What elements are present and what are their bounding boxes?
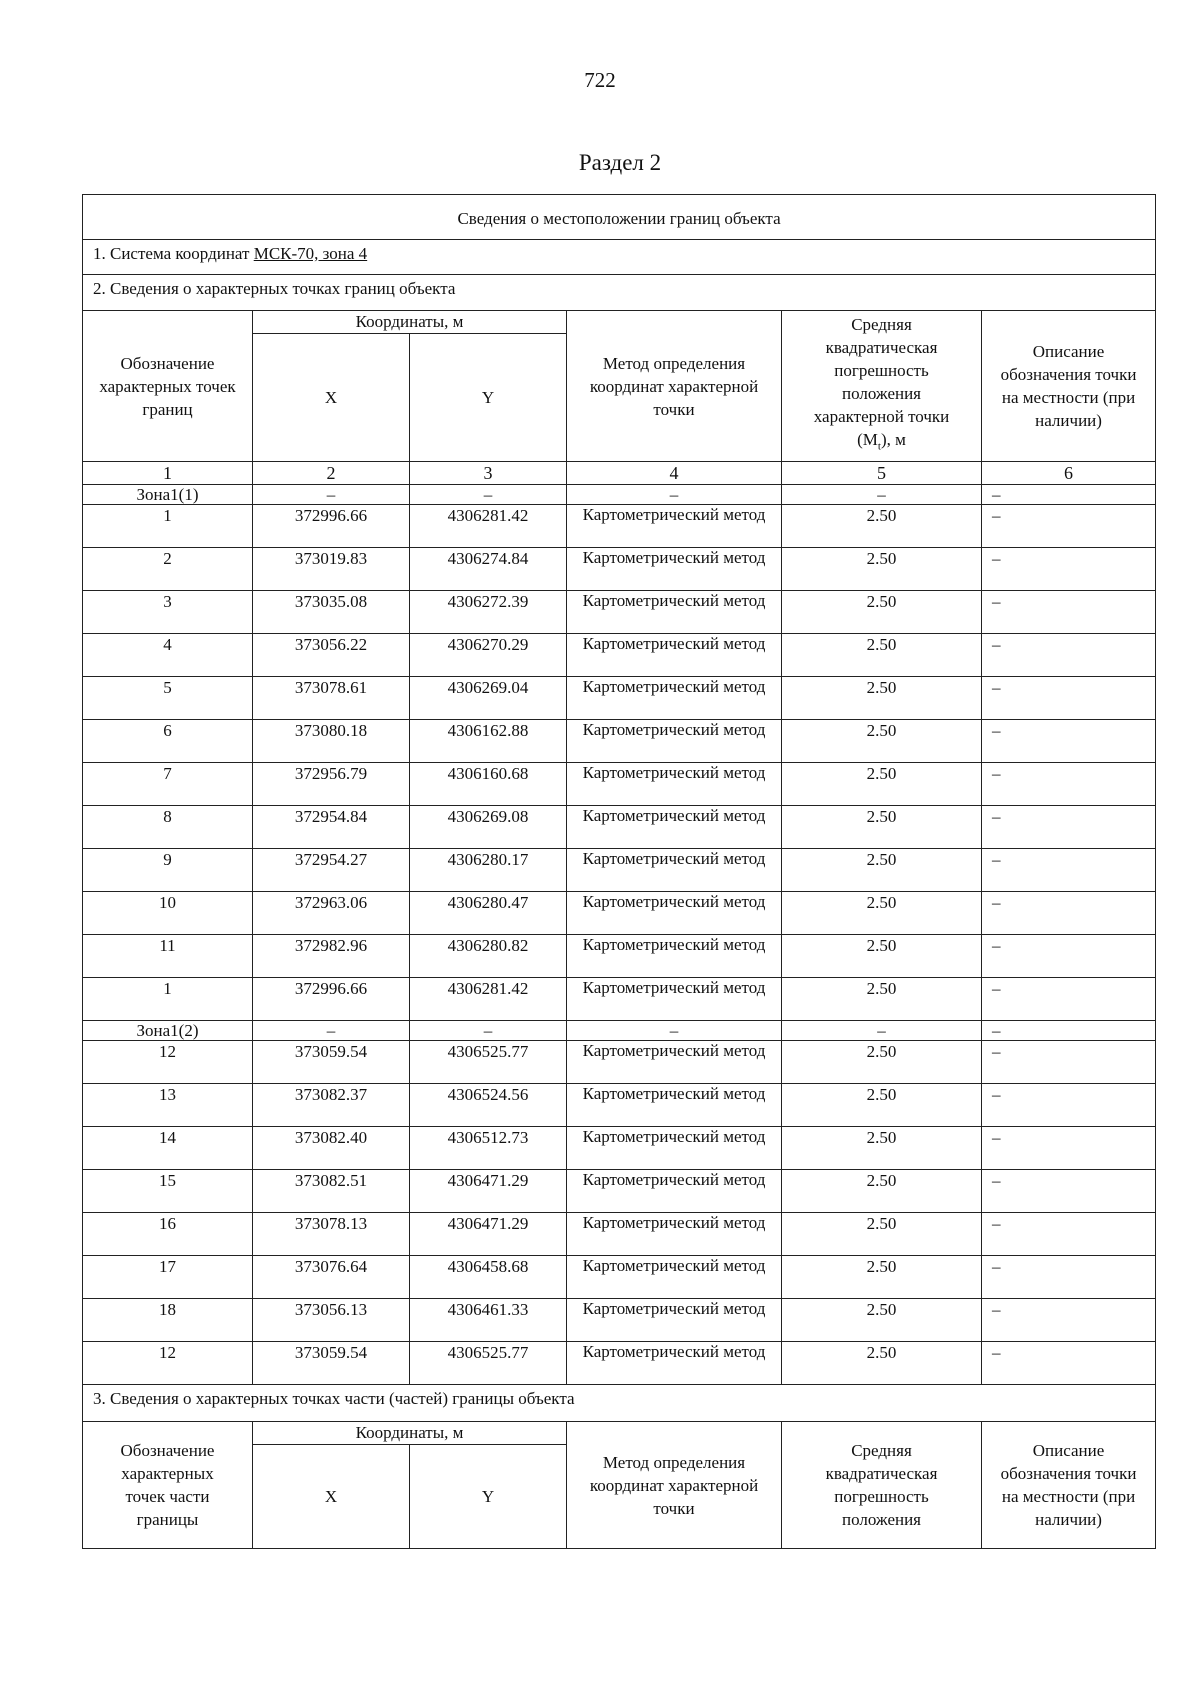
part3-title: 3. Сведения о характерных точках части (частей) границы объекта: [83, 1385, 1156, 1422]
error-value: 2.50: [782, 935, 982, 978]
table-row: [83, 1342, 1156, 1385]
coord-y: 4306281.42: [410, 505, 567, 548]
header3-point-designation: Обозначение характерных точек части границы: [83, 1422, 253, 1549]
point-number: 8: [83, 806, 253, 849]
point-number: 7: [83, 763, 253, 806]
point-description: –: [982, 1170, 1156, 1213]
point-description: –: [982, 1213, 1156, 1256]
point-description: –: [982, 1041, 1156, 1084]
method: Картометрический метод: [567, 677, 782, 720]
header3-method: Метод определения координат характерной точки: [567, 1422, 782, 1549]
table-row: [83, 677, 1156, 720]
coord-system-prefix: 1. Система координат: [93, 244, 254, 263]
table-row: [83, 505, 1156, 548]
point-description: –: [982, 763, 1156, 806]
header-y: Y: [410, 334, 567, 462]
table-row: [83, 849, 1156, 892]
coord-y: 4306524.56: [410, 1084, 567, 1127]
part2-title: 2. Сведения о характерных точках границ объекта: [83, 275, 1156, 311]
method: Картометрический метод: [567, 935, 782, 978]
point-number: 15: [83, 1170, 253, 1213]
table-row: [83, 1041, 1156, 1084]
col-number: 5: [782, 462, 982, 485]
coord-x: 372954.27: [253, 849, 410, 892]
error-value: 2.50: [782, 505, 982, 548]
point-number: 12: [83, 1041, 253, 1084]
error-value: 2.50: [782, 1127, 982, 1170]
error-value: 2.50: [782, 806, 982, 849]
coord-y: 4306525.77: [410, 1041, 567, 1084]
method: Картометрический метод: [567, 849, 782, 892]
point-number: 4: [83, 634, 253, 677]
table-row: [83, 1299, 1156, 1342]
zones-body: [83, 485, 1156, 1385]
coord-x: 373059.54: [253, 1041, 410, 1084]
coord-x: 372996.66: [253, 505, 410, 548]
table-title: Сведения о местоположении границ объекта: [83, 195, 1156, 240]
coord-y: 4306280.82: [410, 935, 567, 978]
boundary-table: [82, 194, 1156, 1549]
point-number: 16: [83, 1213, 253, 1256]
coord-x: 372954.84: [253, 806, 410, 849]
error-value: 2.50: [782, 634, 982, 677]
point-description: –: [982, 892, 1156, 935]
table-row: [83, 591, 1156, 634]
point-number: 10: [83, 892, 253, 935]
error-value: 2.50: [782, 978, 982, 1021]
coord-x: 373078.61: [253, 677, 410, 720]
point-description: –: [982, 1084, 1156, 1127]
point-number: 3: [83, 591, 253, 634]
error-value: 2.50: [782, 1084, 982, 1127]
table-row: [83, 892, 1156, 935]
col-number: 4: [567, 462, 782, 485]
error-value: 2.50: [782, 1256, 982, 1299]
method: Картометрический метод: [567, 1342, 782, 1385]
coord-y: 4306281.42: [410, 978, 567, 1021]
coord-y: 4306525.77: [410, 1342, 567, 1385]
point-number: 12: [83, 1342, 253, 1385]
table-row: [83, 1084, 1156, 1127]
header-method: Метод определения координат характерной точки: [567, 311, 782, 462]
table-row: [83, 763, 1156, 806]
coord-y: 4306162.88: [410, 720, 567, 763]
point-description: –: [982, 849, 1156, 892]
coord-y: 4306461.33: [410, 1299, 567, 1342]
coord-y: 4306458.68: [410, 1256, 567, 1299]
point-description: –: [982, 935, 1156, 978]
point-description: –: [982, 806, 1156, 849]
method: Картометрический метод: [567, 634, 782, 677]
coord-y: 4306512.73: [410, 1127, 567, 1170]
method: Картометрический метод: [567, 978, 782, 1021]
zone-dash: –: [982, 485, 1156, 505]
zone-dash: –: [782, 485, 982, 505]
header3-description: Описание обозначения точки на местности (при наличии): [982, 1422, 1156, 1549]
coord-x: 373056.22: [253, 634, 410, 677]
point-number: 18: [83, 1299, 253, 1342]
zone-label: Зона1(1): [83, 485, 253, 505]
point-number: 13: [83, 1084, 253, 1127]
error-value: 2.50: [782, 892, 982, 935]
coord-system-value: МСК-70, зона 4: [253, 244, 368, 263]
error-value: 2.50: [782, 763, 982, 806]
method: Картометрический метод: [567, 1127, 782, 1170]
coord-x: 373080.18: [253, 720, 410, 763]
zone-dash: –: [567, 485, 782, 505]
method: Картометрический метод: [567, 548, 782, 591]
coord-y: 4306269.08: [410, 806, 567, 849]
method: Картометрический метод: [567, 1299, 782, 1342]
method: Картометрический метод: [567, 1170, 782, 1213]
coord-system-row: [83, 240, 1156, 275]
error-value: 2.50: [782, 720, 982, 763]
coord-y: 4306280.17: [410, 849, 567, 892]
point-description: –: [982, 1256, 1156, 1299]
zone-dash: –: [982, 1021, 1156, 1041]
section-title: Раздел 2: [578, 150, 662, 175]
error-value: 2.50: [782, 1342, 982, 1385]
zone-header-row: [83, 1021, 1156, 1041]
point-description: –: [982, 591, 1156, 634]
header-point-designation: Обозначение характерных точек границ: [83, 311, 253, 462]
coord-y: 4306274.84: [410, 548, 567, 591]
header-error: [782, 311, 982, 462]
point-description: –: [982, 548, 1156, 591]
coord-y: 4306270.29: [410, 634, 567, 677]
col-number: 1: [83, 462, 253, 485]
zone-dash: –: [782, 1021, 982, 1041]
table-row: [83, 1127, 1156, 1170]
table-row: [83, 1213, 1156, 1256]
table-row: [83, 935, 1156, 978]
header-error-text: Средняя квадратическая погрешность положения характерной точки $(M_t)$, м: [813, 315, 950, 453]
point-description: –: [982, 677, 1156, 720]
page-number: 722: [584, 68, 616, 92]
error-value: 2.50: [782, 1170, 982, 1213]
method: Картометрический метод: [567, 1084, 782, 1127]
coord-y: 4306160.68: [410, 763, 567, 806]
col-number: 2: [253, 462, 410, 485]
header3-coordinates: Координаты, м: [253, 1422, 567, 1445]
error-value: 2.50: [782, 1299, 982, 1342]
header-x: X: [253, 334, 410, 462]
point-number: 1: [83, 505, 253, 548]
coord-x: 373035.08: [253, 591, 410, 634]
error-value: 2.50: [782, 548, 982, 591]
coord-x: 373082.40: [253, 1127, 410, 1170]
table-row: [83, 978, 1156, 1021]
coord-y: 4306269.04: [410, 677, 567, 720]
col-number: 3: [410, 462, 567, 485]
point-description: –: [982, 505, 1156, 548]
method: Картометрический метод: [567, 1041, 782, 1084]
table-row: [83, 548, 1156, 591]
point-description: –: [982, 634, 1156, 677]
point-description: –: [982, 1299, 1156, 1342]
col-number: 6: [982, 462, 1156, 485]
header3-y: Y: [410, 1445, 567, 1549]
method: Картометрический метод: [567, 1256, 782, 1299]
header3-error: Средняя квадратическая погрешность положения: [782, 1422, 982, 1549]
coord-x: 372963.06: [253, 892, 410, 935]
coord-x: 373076.64: [253, 1256, 410, 1299]
error-value: 2.50: [782, 1213, 982, 1256]
column-numbers-row: [83, 462, 1156, 485]
point-number: 2: [83, 548, 253, 591]
coord-x: 372982.96: [253, 935, 410, 978]
coord-y: 4306471.29: [410, 1170, 567, 1213]
coord-y: 4306280.47: [410, 892, 567, 935]
header3-x: X: [253, 1445, 410, 1549]
table-row: [83, 1170, 1156, 1213]
method: Картометрический метод: [567, 1213, 782, 1256]
point-description: –: [982, 720, 1156, 763]
zone-dash: –: [567, 1021, 782, 1041]
method: Картометрический метод: [567, 892, 782, 935]
table-row: [83, 720, 1156, 763]
error-value: 2.50: [782, 591, 982, 634]
header-coordinates: Координаты, м: [253, 311, 567, 334]
header-description: Описание обозначения точки на местности (при наличии): [982, 311, 1156, 462]
table-row: [83, 634, 1156, 677]
point-number: 14: [83, 1127, 253, 1170]
coord-x: 373082.51: [253, 1170, 410, 1213]
point-description: –: [982, 1127, 1156, 1170]
coord-x: 373082.37: [253, 1084, 410, 1127]
point-description: –: [982, 1342, 1156, 1385]
point-number: 1: [83, 978, 253, 1021]
point-number: 9: [83, 849, 253, 892]
zone-dash: –: [253, 1021, 410, 1041]
table-row: [83, 1256, 1156, 1299]
point-description: –: [982, 978, 1156, 1021]
method: Картометрический метод: [567, 806, 782, 849]
coord-x: 373019.83: [253, 548, 410, 591]
point-number: 17: [83, 1256, 253, 1299]
method: Картометрический метод: [567, 763, 782, 806]
error-value: 2.50: [782, 849, 982, 892]
point-number: 5: [83, 677, 253, 720]
table-row: [83, 806, 1156, 849]
coord-y: 4306272.39: [410, 591, 567, 634]
zone-dash: –: [410, 485, 567, 505]
coord-y: 4306471.29: [410, 1213, 567, 1256]
method: Картометрический метод: [567, 720, 782, 763]
point-number: 11: [83, 935, 253, 978]
coord-x: 373078.13: [253, 1213, 410, 1256]
zone-dash: –: [410, 1021, 567, 1041]
error-value: 2.50: [782, 677, 982, 720]
coord-x: 373059.54: [253, 1342, 410, 1385]
coord-x: 373056.13: [253, 1299, 410, 1342]
error-value: 2.50: [782, 1041, 982, 1084]
zone-header-row: [83, 485, 1156, 505]
method: Картометрический метод: [567, 505, 782, 548]
zone-dash: –: [253, 485, 410, 505]
method: Картометрический метод: [567, 591, 782, 634]
point-number: 6: [83, 720, 253, 763]
coord-x: 372996.66: [253, 978, 410, 1021]
zone-label: Зона1(2): [83, 1021, 253, 1041]
coord-x: 372956.79: [253, 763, 410, 806]
